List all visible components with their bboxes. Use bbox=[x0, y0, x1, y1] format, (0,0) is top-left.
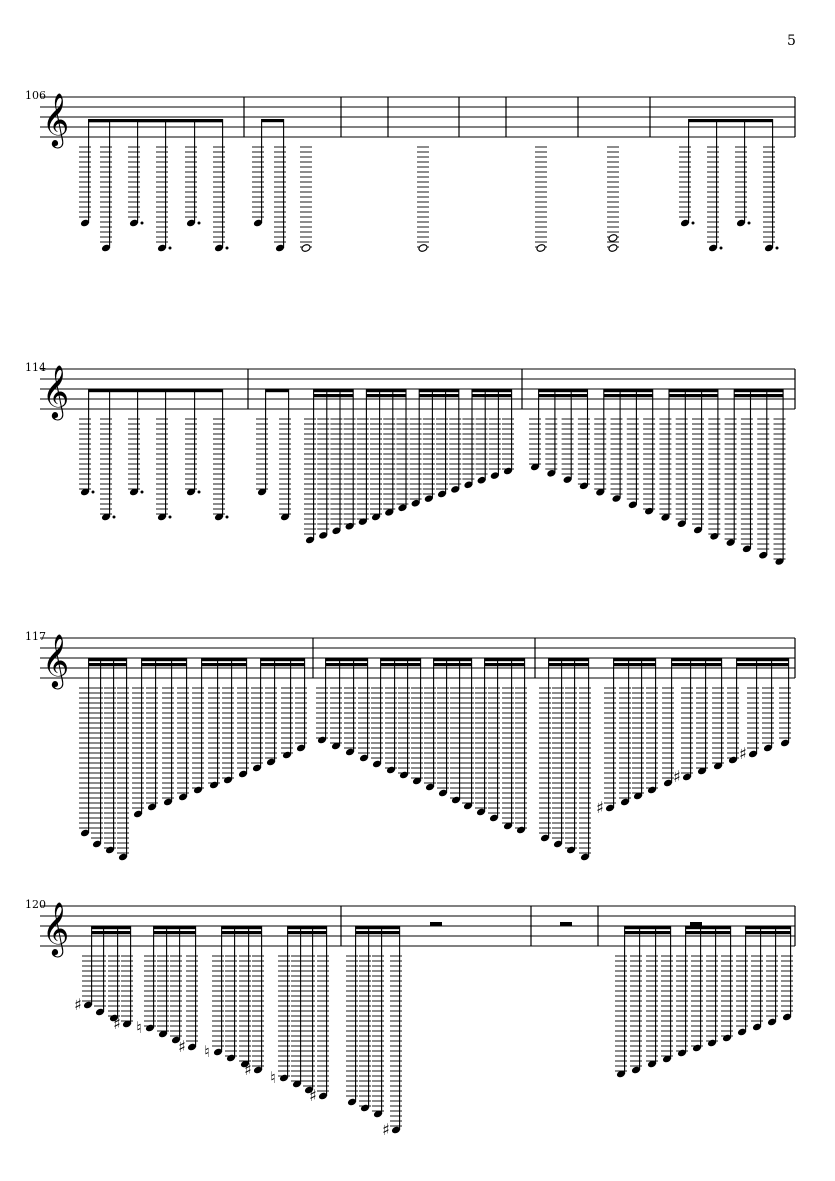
measure-number-system-3: 117 bbox=[25, 630, 46, 643]
measure-number-system-2: 114 bbox=[25, 361, 46, 374]
rest bbox=[690, 922, 702, 926]
augmentation-dot bbox=[113, 516, 116, 519]
beam bbox=[89, 658, 127, 661]
beam bbox=[549, 658, 589, 661]
beam bbox=[266, 389, 289, 392]
beam bbox=[472, 389, 512, 392]
rest bbox=[430, 922, 442, 926]
augmentation-dot bbox=[720, 247, 723, 250]
beam bbox=[262, 119, 284, 122]
beam bbox=[472, 394, 512, 397]
beam bbox=[734, 389, 783, 392]
beam bbox=[314, 394, 354, 397]
augmentation-dot bbox=[748, 222, 751, 225]
beam bbox=[604, 394, 653, 397]
beam bbox=[672, 663, 722, 666]
whole-note bbox=[418, 244, 428, 253]
beam bbox=[625, 931, 671, 934]
beam bbox=[261, 658, 305, 661]
measure-number-system-1: 106 bbox=[25, 89, 46, 102]
beam bbox=[669, 389, 718, 392]
beam bbox=[89, 389, 223, 392]
augmentation-dot bbox=[776, 247, 779, 250]
beam bbox=[88, 119, 223, 122]
augmentation-dot bbox=[198, 491, 201, 494]
augmentation-dot bbox=[141, 222, 144, 225]
augmentation-dot bbox=[226, 247, 229, 250]
beam bbox=[288, 931, 327, 934]
beam bbox=[381, 663, 421, 666]
beam bbox=[356, 926, 400, 929]
beam bbox=[366, 389, 406, 392]
beam bbox=[485, 663, 525, 666]
treble-clef: 𝄞 bbox=[42, 92, 70, 146]
augmentation-dot bbox=[169, 516, 172, 519]
augmentation-dot bbox=[92, 491, 95, 494]
accidental: ♯ bbox=[178, 1037, 186, 1056]
accidental: ♯ bbox=[739, 744, 747, 763]
whole-note bbox=[608, 244, 618, 253]
beam bbox=[154, 926, 196, 929]
beam bbox=[288, 926, 327, 929]
beam bbox=[737, 663, 789, 666]
accidental: ♮ bbox=[136, 1018, 142, 1037]
beam bbox=[419, 389, 459, 392]
beam bbox=[89, 663, 127, 666]
beam bbox=[686, 926, 731, 929]
whole-note bbox=[608, 234, 618, 243]
beam bbox=[419, 394, 459, 397]
treble-clef: 𝄞 bbox=[42, 901, 70, 955]
beam bbox=[734, 394, 783, 397]
accidental: ♮ bbox=[204, 1042, 210, 1061]
accidental: ♯ bbox=[113, 1014, 121, 1033]
treble-clef: 𝄞 bbox=[42, 633, 70, 687]
beam bbox=[261, 663, 305, 666]
beam bbox=[92, 926, 131, 929]
measure-number-system-4: 120 bbox=[25, 898, 46, 911]
beam bbox=[142, 663, 187, 666]
accidental: ♯ bbox=[309, 1086, 317, 1105]
beam bbox=[686, 931, 731, 934]
beam bbox=[222, 931, 262, 934]
beam bbox=[549, 663, 589, 666]
beam bbox=[314, 389, 354, 392]
augmentation-dot bbox=[692, 222, 695, 225]
beam bbox=[222, 926, 262, 929]
beam bbox=[539, 394, 588, 397]
beam bbox=[381, 658, 421, 661]
beam bbox=[434, 663, 472, 666]
beam bbox=[539, 389, 588, 392]
beam bbox=[356, 931, 400, 934]
beam bbox=[434, 658, 472, 661]
beam bbox=[746, 931, 791, 934]
augmentation-dot bbox=[226, 516, 229, 519]
beam bbox=[326, 658, 368, 661]
beam bbox=[142, 658, 187, 661]
beam bbox=[92, 931, 131, 934]
augmentation-dot bbox=[169, 247, 172, 250]
accidental: ♯ bbox=[596, 798, 604, 817]
accidental: ♯ bbox=[244, 1060, 252, 1079]
page-number: 5 bbox=[787, 33, 796, 49]
rest bbox=[560, 922, 572, 926]
beam bbox=[737, 658, 789, 661]
beam bbox=[604, 389, 653, 392]
beam bbox=[326, 663, 368, 666]
beam bbox=[614, 658, 656, 661]
beam bbox=[614, 663, 656, 666]
beam bbox=[202, 658, 247, 661]
beam bbox=[202, 663, 247, 666]
accidental: ♯ bbox=[74, 995, 82, 1014]
beam bbox=[625, 926, 671, 929]
whole-note bbox=[301, 244, 311, 253]
beam bbox=[669, 394, 718, 397]
beam bbox=[689, 119, 773, 122]
augmentation-dot bbox=[141, 491, 144, 494]
beam bbox=[154, 931, 196, 934]
accidental: ♯ bbox=[382, 1120, 390, 1139]
beam bbox=[366, 394, 406, 397]
beam bbox=[672, 658, 722, 661]
augmentation-dot bbox=[198, 222, 201, 225]
whole-note bbox=[536, 244, 546, 253]
beam bbox=[746, 926, 791, 929]
accidental: ♮ bbox=[270, 1068, 276, 1087]
accidental: ♯ bbox=[673, 767, 681, 786]
beam bbox=[485, 658, 525, 661]
treble-clef: 𝄞 bbox=[42, 364, 70, 418]
